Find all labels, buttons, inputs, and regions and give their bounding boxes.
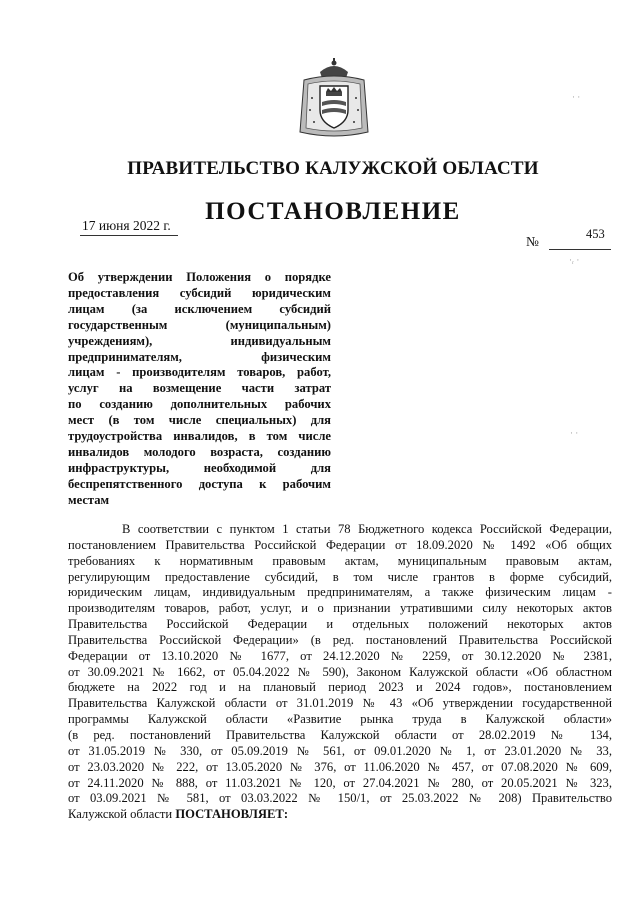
body-line: от 30.09.2021 № 1662, от 05.04.2022 № 590), Законом Калужской области «Об областном xyxy=(68,664,612,679)
subject-line: местам xyxy=(68,492,110,507)
subject-line: услуг на возмещение части затрат xyxy=(68,381,331,396)
body-line: Правительства Российской Федерации» (в ред. постановлений Правительства Российской xyxy=(68,632,612,647)
subject-line: лицам - производителям товаров, работ, xyxy=(68,365,331,380)
subject-line: лицам (за исключением субсидий xyxy=(68,301,331,316)
subject-line: трудоустройства инвалидов, в том числе xyxy=(68,429,331,444)
subject-line: по созданию дополнительных рабочих xyxy=(68,397,331,412)
body-line: от 03.09.2021 № 581, от 03.03.2022 № 150/1, от 25.03.2022 № 208) Правительство xyxy=(68,791,612,806)
body-line: от 23.03.2020 № 222, от 13.05.2020 № 376, от 11.06.2020 № 457, от 07.08.2020 № 609, xyxy=(68,759,612,774)
coat-of-arms-icon xyxy=(298,58,370,138)
body-line: (в ред. постановлений Правительства Калужской области от 28.02.2019 № 134, xyxy=(68,727,612,742)
body-last-line xyxy=(68,807,612,823)
subject-line: инвалидов молодого возраста, созданию xyxy=(68,444,331,459)
document-body xyxy=(68,522,612,823)
subject-line: государственным (муниципальным) xyxy=(68,317,331,332)
subject-line: предоставления субсидий юридическим xyxy=(68,285,331,300)
body-line: постановлением Правительства Российской Федерации от 18.09.2020 № 1492 «Об общих xyxy=(68,537,612,552)
body-line: юридическим лицам, индивидуальным предпринимателям, а также физическим лицам - xyxy=(68,585,612,600)
subject-line: Об утверждении Положения о порядке xyxy=(68,270,331,284)
document-number: 453 xyxy=(586,227,605,241)
resolution-keyword: ПОСТАНОВЛЯЕТ: xyxy=(175,807,289,822)
subject-line: учреждениям), индивидуальным xyxy=(68,333,331,348)
number-underline xyxy=(549,249,611,250)
body-line: регулирующим предоставление субсидий, в том числе грантов в форме субсидий, xyxy=(68,569,612,584)
subject-line: инфраструктуры, необходимой для xyxy=(68,460,331,475)
subject-line: беспрепятственного доступа к рабочим xyxy=(68,476,331,491)
body-line: программы Калужской области «Развитие рынка труда в Калужской области» xyxy=(68,712,612,727)
body-line: В соответствии с пунктом 1 статьи 78 Бюджетного кодекса Российской Федерации, xyxy=(122,522,612,536)
body-line: Федерации от 13.10.2020 № 1677, от 24.12.2020 № 2259, от 30.12.2020 № 2381, xyxy=(68,648,612,663)
number-sign: № xyxy=(526,234,539,249)
body-line: требованиях к нормативным правовым актам, муниципальным правовым актам, xyxy=(68,553,612,568)
scan-speck: · · xyxy=(570,428,579,438)
subject-line: предпринимателям, физическим xyxy=(68,349,331,364)
scan-speck: ·ᵣ · xyxy=(569,255,580,265)
body-last-line-text: Калужской области xyxy=(68,807,176,822)
subject-line: мест (в том числе специальных) для xyxy=(68,413,331,428)
document-date: 17 июня 2022 г. xyxy=(80,218,178,236)
body-line: бюджете на 2022 год и на плановый период 2023 и 2024 годов», постановлением xyxy=(68,680,612,695)
body-line: производителям товаров, работ, услуг, и о признании утратившими силу некоторых актов xyxy=(68,601,612,616)
document-subject xyxy=(68,270,331,509)
body-line: Правительства Калужской области от 31.01.2019 № 43 «Об утверждении государственной xyxy=(68,696,612,711)
body-line: от 31.05.2019 № 330, от 05.09.2019 № 561, от 09.01.2020 № 1, от 23.01.2020 № 33, xyxy=(68,743,612,758)
government-title: ПРАВИТЕЛЬСТВО КАЛУЖСКОЙ ОБЛАСТИ xyxy=(127,158,539,179)
body-line: от 24.11.2020 № 888, от 11.03.2021 № 120, от 27.04.2021 № 280, от 20.05.2021 № 323, xyxy=(68,775,612,790)
scan-speck: · · xyxy=(572,92,581,102)
document-type-title: ПОСТАНОВЛЕНИЕ xyxy=(205,198,461,225)
body-line: Правительства Российской Федерации и отдельных положений некоторых актов xyxy=(68,617,612,632)
